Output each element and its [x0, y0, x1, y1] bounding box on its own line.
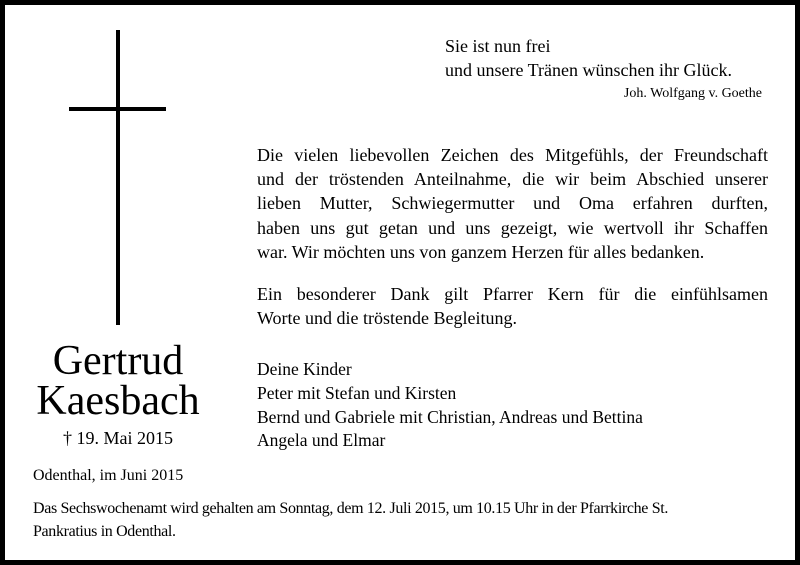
signatures — [257, 358, 643, 453]
text-line: haben uns gut getan und uns gezeigt, wie wertvoll ihr Schaffen — [257, 217, 768, 238]
thanks-paragraph-2 — [257, 282, 768, 330]
deceased-last-name: Kaesbach — [36, 378, 200, 424]
text-line: Die vielen liebevollen Zeichen des Mitgefühls, der Freundschaft — [257, 145, 768, 165]
quote-line: Sie ist nun frei — [445, 36, 551, 56]
service-announcement — [33, 497, 768, 543]
quote-attribution: Joh. Wolfgang v. Goethe — [623, 86, 762, 101]
signature-line: Angela und Elmar — [257, 430, 386, 451]
quote — [445, 34, 732, 82]
deceased-first-name: Gertrud — [52, 338, 184, 384]
text-line: Pankratius in Odenthal. — [33, 523, 176, 540]
text-line: lieben Mutter, Schwiegermutter und Oma erfahren durften, — [257, 193, 768, 214]
signature-line: Peter mit Stefan und Kirsten — [257, 382, 457, 403]
death-date: † 19. Mai 2015 — [63, 428, 173, 448]
text-line: Ein besonderer Dank gilt Pfarrer Kern für die einfühlsamen — [257, 284, 768, 304]
cross-icon-vertical — [116, 30, 120, 325]
quote-line: und unsere Tränen wünschen ihr Glück. — [445, 60, 732, 80]
text-line: und der tröstenden Anteilnahme, die wir beim Abschied unserer — [257, 169, 768, 190]
signature-line: Bernd und Gabriele mit Christian, Andreas und Bettina — [257, 406, 643, 427]
thanks-paragraph-1 — [257, 143, 768, 264]
cross-icon-horizontal — [69, 107, 166, 111]
place-date: Odenthal, im Juni 2015 — [33, 467, 184, 484]
text-line: Worte und die tröstende Begleitung. — [257, 308, 517, 329]
text-line: war. Wir möchten uns von ganzem Herzen für alles bedanken. — [257, 241, 705, 262]
text-line: Das Sechswochenamt wird gehalten am Sonntag, dem 12. Juli 2015, um 10.15 Uhr in der Pfarrkirche St. — [33, 500, 668, 517]
signature-line: Deine Kinder — [257, 359, 352, 379]
